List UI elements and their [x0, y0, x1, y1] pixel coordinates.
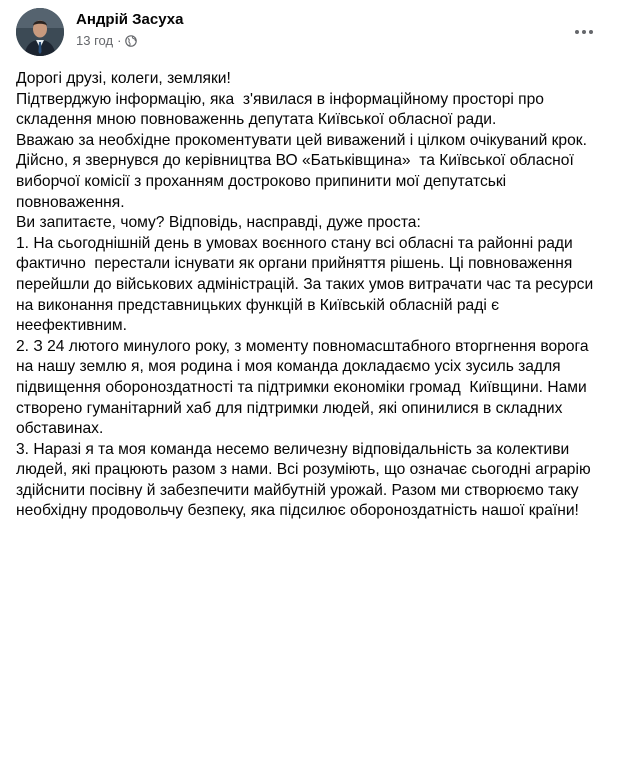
avatar-photo	[16, 8, 64, 56]
post-paragraph: Дійсно, я звернувся до керівництва ВО «Батьківщина» та Київської обласної виборчої комісії з проханням достроково припинити мої депутатські повноваження.	[16, 152, 579, 211]
post-paragraph: 2. З 24 лютого минулого року, з моменту повномасштабного вторгнення ворога на нашу землю я, моя родина і моя команда докладаємо усіх зусиль задля підвищення обороноздатності та підтримки економіки громад Київщини. Нами створено гуманітарний хаб для підтримки людей, які опинилися в складних обставинах.	[16, 337, 593, 438]
author-block	[76, 10, 183, 49]
more-options-icon	[574, 29, 594, 35]
post-paragraph: 1. На сьогоднішній день в умовах воєнного стану всі обласні та районні ради фактично перестали існувати як органи прийняття рішень. Ці повноваження перейшли до військових адміністрацій. За таких умов витрачати час та ресурси на виконання представницьких функцій в Київській обласній раді є неефективним.	[16, 234, 598, 335]
more-options-button[interactable]	[572, 22, 596, 42]
post-paragraph: Підтверджую інформацію, яка з'явилася в інформаційному просторі про складення мною повноваженнь депутата Київської обласної ради.	[16, 90, 553, 129]
globe-icon[interactable]	[125, 35, 137, 47]
post-paragraph: 3. Наразі я та моя команда несемо величезну відповідальність за колективи людей, які працюють разом з нами. Всі розуміють, що означає сьогодні аграрію здійснити посівну й забезпечити майбутній урожай. Разом ми створюємо таку необхідну продовольчу безпеку, яка підсилює обороноздатність нашої країни!	[16, 440, 595, 520]
post-text	[16, 69, 608, 522]
post-paragraph: Вважаю за необхідне прокоментувати цей виважений і цілком очікуваний крок.	[16, 131, 587, 149]
avatar[interactable]	[16, 8, 64, 56]
post-header	[16, 8, 606, 58]
post-paragraph: Ви запитаєте, чому? Відповідь, насправді, дуже проста:	[16, 214, 421, 232]
post-meta	[76, 33, 183, 49]
author-name[interactable]: Андрій Засуха	[76, 11, 184, 28]
post-paragraph: Дорогі друзі, колеги, земляки!	[16, 70, 231, 87]
meta-separator: ·	[117, 33, 122, 48]
post-timestamp[interactable]: 13 год	[76, 33, 114, 48]
